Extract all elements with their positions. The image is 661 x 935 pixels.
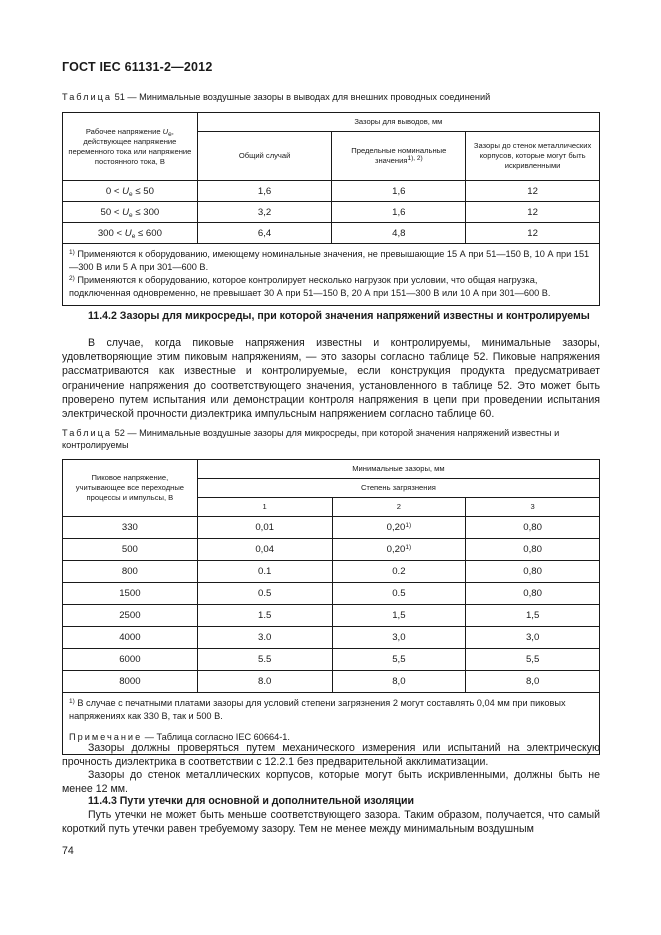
table-row: 2500 1.5 1,5 1,5 xyxy=(63,605,600,627)
page-number: 74 xyxy=(62,845,74,857)
table52-caption xyxy=(62,427,602,451)
section-11-4-3-body: Путь утечки не может быть меньше соответствующего зазора. Таким образом, получается, что самый короткий путь утечки равен требуемому зазору. Тем не менее между минимальным воздушным xyxy=(62,809,600,836)
table-row: 800 0.1 0.2 0,80 xyxy=(63,561,600,583)
section-11-4-3-heading: 11.4.3 Пути утечки для основной и дополнительной изоляции xyxy=(88,795,415,807)
table52-header-pollution: Степень загрязнения xyxy=(197,479,599,498)
table51-header-metal: Зазоры до стенок металлических корпусов, которые могут быть искривленными xyxy=(466,132,600,181)
table-row: 6000 5.5 5,5 5,5 xyxy=(63,649,600,671)
table51-header-voltage: Рабочее напряжение $U_e$, действующее напряжение переменного тока или напряжение постоянного тока, В xyxy=(63,113,198,181)
table-row: 330 0,01 0,20$^{1)}$ 0,80 xyxy=(63,517,600,539)
section-11-4-2-heading: 11.4.2 Зазоры для микросреды, при которой значения напряжений известны и контролируемы xyxy=(88,310,590,322)
table51-caption xyxy=(62,91,602,103)
table52-footnote-1: $^{1)}$ В случае с печатными платами зазоры для условий степени загрязнения 2 могут составлять 0,04 мм при пиковых напряжениях как 330 В, так и 500 В. xyxy=(69,698,566,721)
table-row: $0 < U_e \le 50$ 1,6 1,6 12 xyxy=(63,181,600,202)
table52-degree-1: 1 xyxy=(197,498,332,517)
paragraph-metal-walls: Зазоры до стенок металлических корпусов, которые могут быть искривленными, должны быть не менее 12 мм. xyxy=(62,769,600,796)
document-code: ГОСТ IEC 61131-2—2012 xyxy=(62,60,213,74)
table52-caption-text: 52 — Минимальные воздушные зазоры для микросреды, при которой значения напряжений известны и контролируемы xyxy=(62,428,560,450)
table51-header-general: Общий случай xyxy=(197,132,332,181)
table51-footnotes xyxy=(63,244,600,306)
table52-degree-2: 2 xyxy=(332,498,466,517)
table52-caption-label: Таблица xyxy=(62,428,113,438)
table51-footnote-1: $^{1)}$ Применяются к оборудованию, имеющему номинальные значения, не превышающие 15 А при 51—150 В, 10 А при 151—300 В или 5 А при 301—600 В. xyxy=(69,249,590,272)
table52-header-peak: Пиковое напряжение, учитывающее все переходные процессы и импульсы, В xyxy=(63,460,198,517)
table51-header-group: Зазоры для выводов, мм xyxy=(197,113,599,132)
table51-caption-label: Таблица xyxy=(62,92,113,102)
section-11-4-2-body: В случае, когда пиковые напряжения известны и контролируемы, минимальные зазоры, удовлетворяющие этим пиковым напряжениям, — это зазоры согласно таблице 52. Пиковые напряжения рассматриваются как известные и контролируемые, если конструкция продукта предусматривает ограничение напряжения до соответствующего значения, установленного в таблице 52. Это может быть проверено путем испытания или демонстрации контроля напряжения в цепи при проведении испытания электрической прочности диэлектрика импульсным напряжением согласно таблице 60. xyxy=(62,337,600,421)
table52 xyxy=(62,459,600,755)
table-row: 4000 3.0 3,0 3,0 xyxy=(63,627,600,649)
table-row: $300 < U_e \le 600$ 6,4 4,8 12 xyxy=(63,223,600,244)
table51-header-limit: Предельные номинальные значения$^{1), 2)}$ xyxy=(332,132,466,181)
table51-footnote-2: $^{2)}$ Применяются к оборудованию, которое контролирует несколько нагрузок при условии, что общая нагрузка, подключенная одновременно, не превышает 30 А при 51—150 В, 20 А при 151—300 В или 10 А при 301—600 В. xyxy=(69,275,551,298)
table51-caption-text: 51 — Минимальные воздушные зазоры в выводах для внешних проводных соединений xyxy=(112,92,491,102)
table52-header-group: Минимальные зазоры, мм xyxy=(197,460,599,479)
table-row: 500 0,04 0,20$^{1)}$ 0,80 xyxy=(63,539,600,561)
table52-note: Примечание — Таблица согласно IEC 60664-1. xyxy=(69,732,290,742)
table-row: $50 < U_e \le 300$ 3,2 1,6 12 xyxy=(63,202,600,223)
table52-degree-3: 3 xyxy=(466,498,600,517)
table-row: 8000 8.0 8,0 8,0 xyxy=(63,671,600,693)
paragraph-verification: Зазоры должны проверяться путем механического измерения или испытаний на электрическую прочность диэлектрика в соответствии с 12.2.1 без предварительной акклиматизации. xyxy=(62,742,600,769)
table-row: 1500 0.5 0.5 0,80 xyxy=(63,583,600,605)
table51 xyxy=(62,112,600,306)
